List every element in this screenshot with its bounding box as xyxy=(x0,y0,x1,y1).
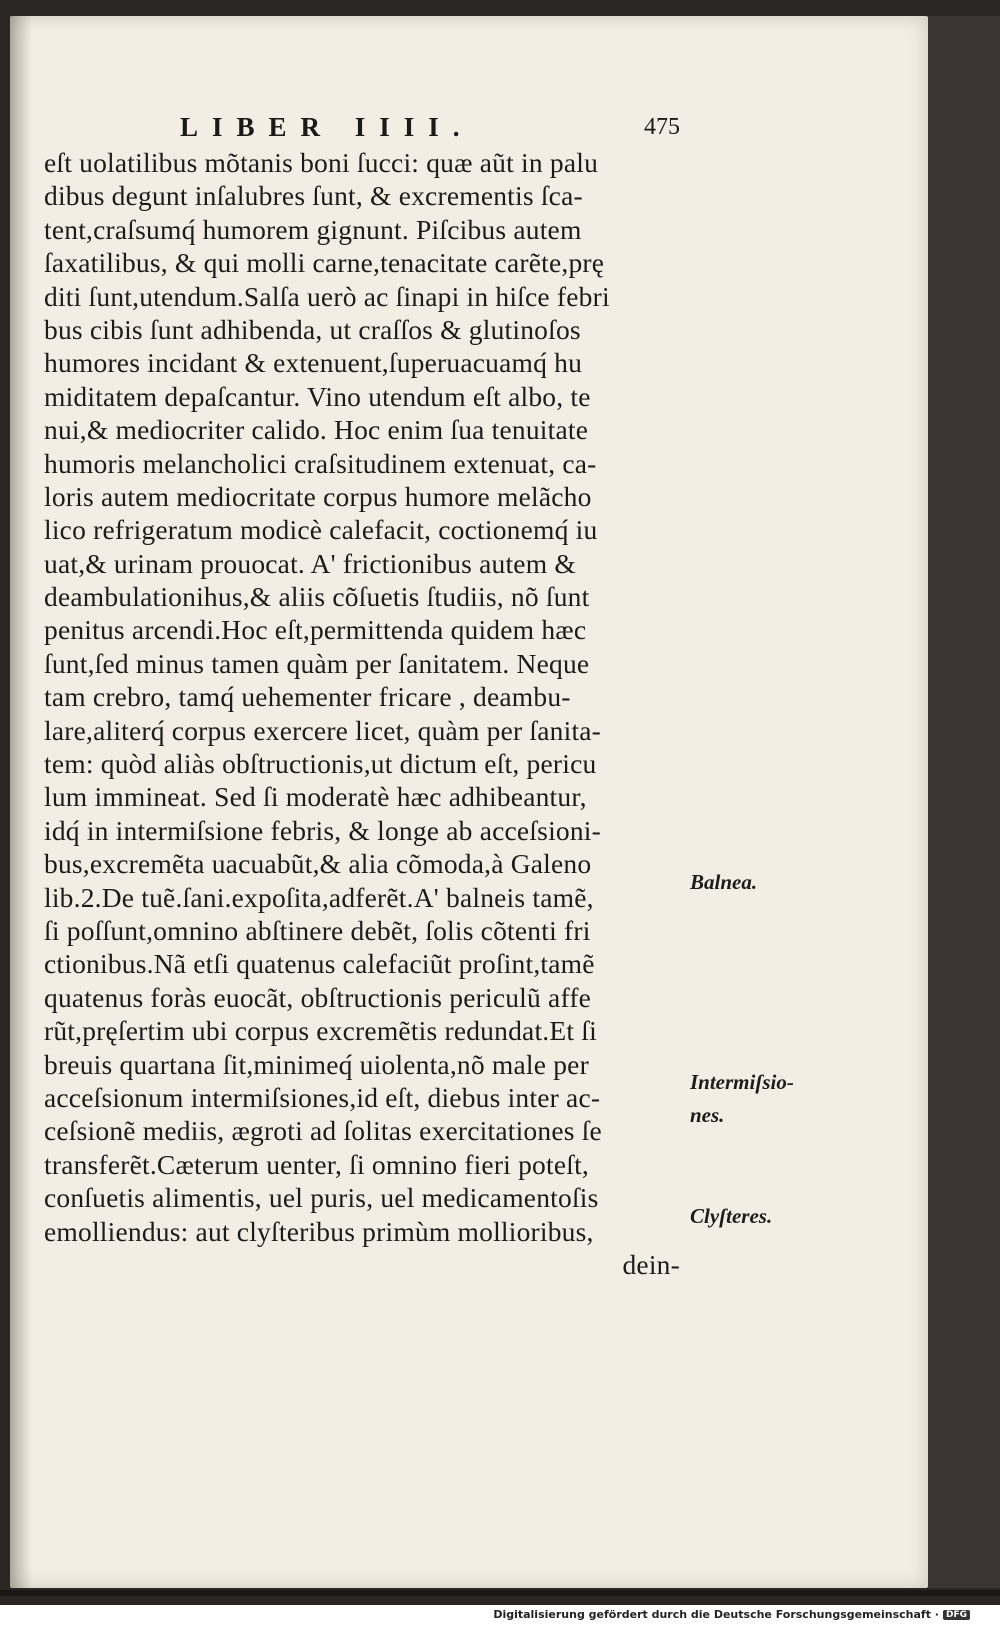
margin-note-intermissiones-cont: nes. xyxy=(690,1103,725,1127)
text-line: rũt,pręſertim ubi corpus excremẽtis redundat.Et ſi xyxy=(44,1015,597,1047)
margin-note-balnea: Balnea. xyxy=(690,870,758,894)
text-line: diti ſunt,utendum.Salſa uerò ac ſinapi in hiſce febri xyxy=(44,280,610,312)
text-line: dein- xyxy=(622,1248,680,1280)
body-text xyxy=(44,146,684,1281)
text-line: humoris melancholici craſsitudinem extenuat, ca- xyxy=(44,447,597,479)
text-line: quatenus foràs euocãt, obſtructionis periculũ affe xyxy=(44,981,592,1013)
text-line: acceſsionum intermiſsiones,id eſt, diebus inter ac- xyxy=(44,1081,601,1113)
text-line: bus cibis ſunt adhibenda, ut craſſos & glutinoſos xyxy=(44,313,581,345)
page-number: 475 xyxy=(644,114,680,140)
text-line: emolliendus: aut clyſteribus primùm mollioribus, xyxy=(44,1215,594,1247)
text-line: breuis quartana ſit,minimeq́ uiolenta,nõ male per xyxy=(44,1048,589,1080)
text-line: lum immineat. Sed ſi moderatè hæc adhibeantur, xyxy=(44,781,587,813)
text-line: idq́ in intermiſsione febris, & longe ab acceſsioni- xyxy=(44,814,602,846)
running-head: LIBER IIII. xyxy=(180,112,474,142)
text-line: deambulationihus,& aliis cõſuetis ſtudiis, nõ ſunt xyxy=(44,581,590,613)
text-line: nui,& mediocriter calido. Hoc enim ſua tenuitate xyxy=(44,414,589,446)
text-line: conſuetis alimentis, uel puris, uel medicamentoſis xyxy=(44,1182,599,1214)
book-edge xyxy=(928,16,1000,1588)
text-line: tam crebro, tamq́ uehementer fricare , deambu- xyxy=(44,681,571,713)
margin-note-intermissiones: Intermiſsio- xyxy=(690,1070,794,1094)
text-line: tent,craſsumq́ humorem gignunt. Piſcibus autem xyxy=(44,213,582,245)
scan-bottom-edge xyxy=(0,1590,1000,1596)
text-line: penitus arcendi.Hoc eſt,permittenda quidem hæc xyxy=(44,614,587,646)
text-line: uat,& urinam prouocat. A' frictionibus autem & xyxy=(44,547,576,579)
text-line: transferẽt.Cæterum uenter, ſi omnino fieri poteſt, xyxy=(44,1148,590,1180)
text-line: ctionibus.Nã etſi quatenus calefaciũt proſint,tamẽ xyxy=(44,948,595,980)
text-line: ceſsionẽ mediis, ægroti ad ſolitas exercitationes ſe xyxy=(44,1115,602,1147)
text-line: humores incidant & extenuent,ſuperuacuamq́ hu xyxy=(44,347,583,379)
text-line: miditatem depaſcantur. Vino utendum eſt albo, te xyxy=(44,380,591,412)
text-line: lare,aliterq́ corpus exercere licet, quàm per ſanita- xyxy=(44,714,602,746)
text-line: bus,excremẽta uacuabũt,& alia cõmoda,à Galeno xyxy=(44,848,592,880)
text-line: loris autem mediocritate corpus humore melãcho xyxy=(44,480,592,512)
page-header xyxy=(180,112,680,148)
credit-text: Digitalisierung gefördert durch die Deutsche Forschungsgemeinschaft · xyxy=(493,1608,939,1621)
text-line: lib.2.De tuẽ.ſani.expoſita,adferẽt.A' balneis tamẽ, xyxy=(44,881,594,913)
margin-note-clysteres: Clyſteres. xyxy=(690,1204,773,1228)
text-line: ſi poſſunt,omnino abſtinere debẽt, ſolis cõtenti fri xyxy=(44,914,591,946)
digitization-credit xyxy=(493,1608,970,1621)
text-line: eſt uolatilibus mõtanis boni ſucci: quæ aũt in palu xyxy=(44,147,599,178)
text-line: dibus degunt inſalubres ſunt, & excrementis ſca- xyxy=(44,180,583,212)
text-line: ſunt,ſed minus tamen quàm per ſanitatem. Neque xyxy=(44,647,590,679)
page-gutter-shadow xyxy=(10,16,32,1588)
text-line: ſaxatilibus, & qui molli carne,tenacitate carẽte,prę xyxy=(44,247,605,279)
text-line: lico refrigeratum modicè calefacit, coctionemq́ iu xyxy=(44,514,598,546)
text-line: tem: quòd aliàs obſtructionis,ut dictum eſt, pericu xyxy=(44,748,597,780)
dfg-logo: DFG xyxy=(943,1610,970,1620)
